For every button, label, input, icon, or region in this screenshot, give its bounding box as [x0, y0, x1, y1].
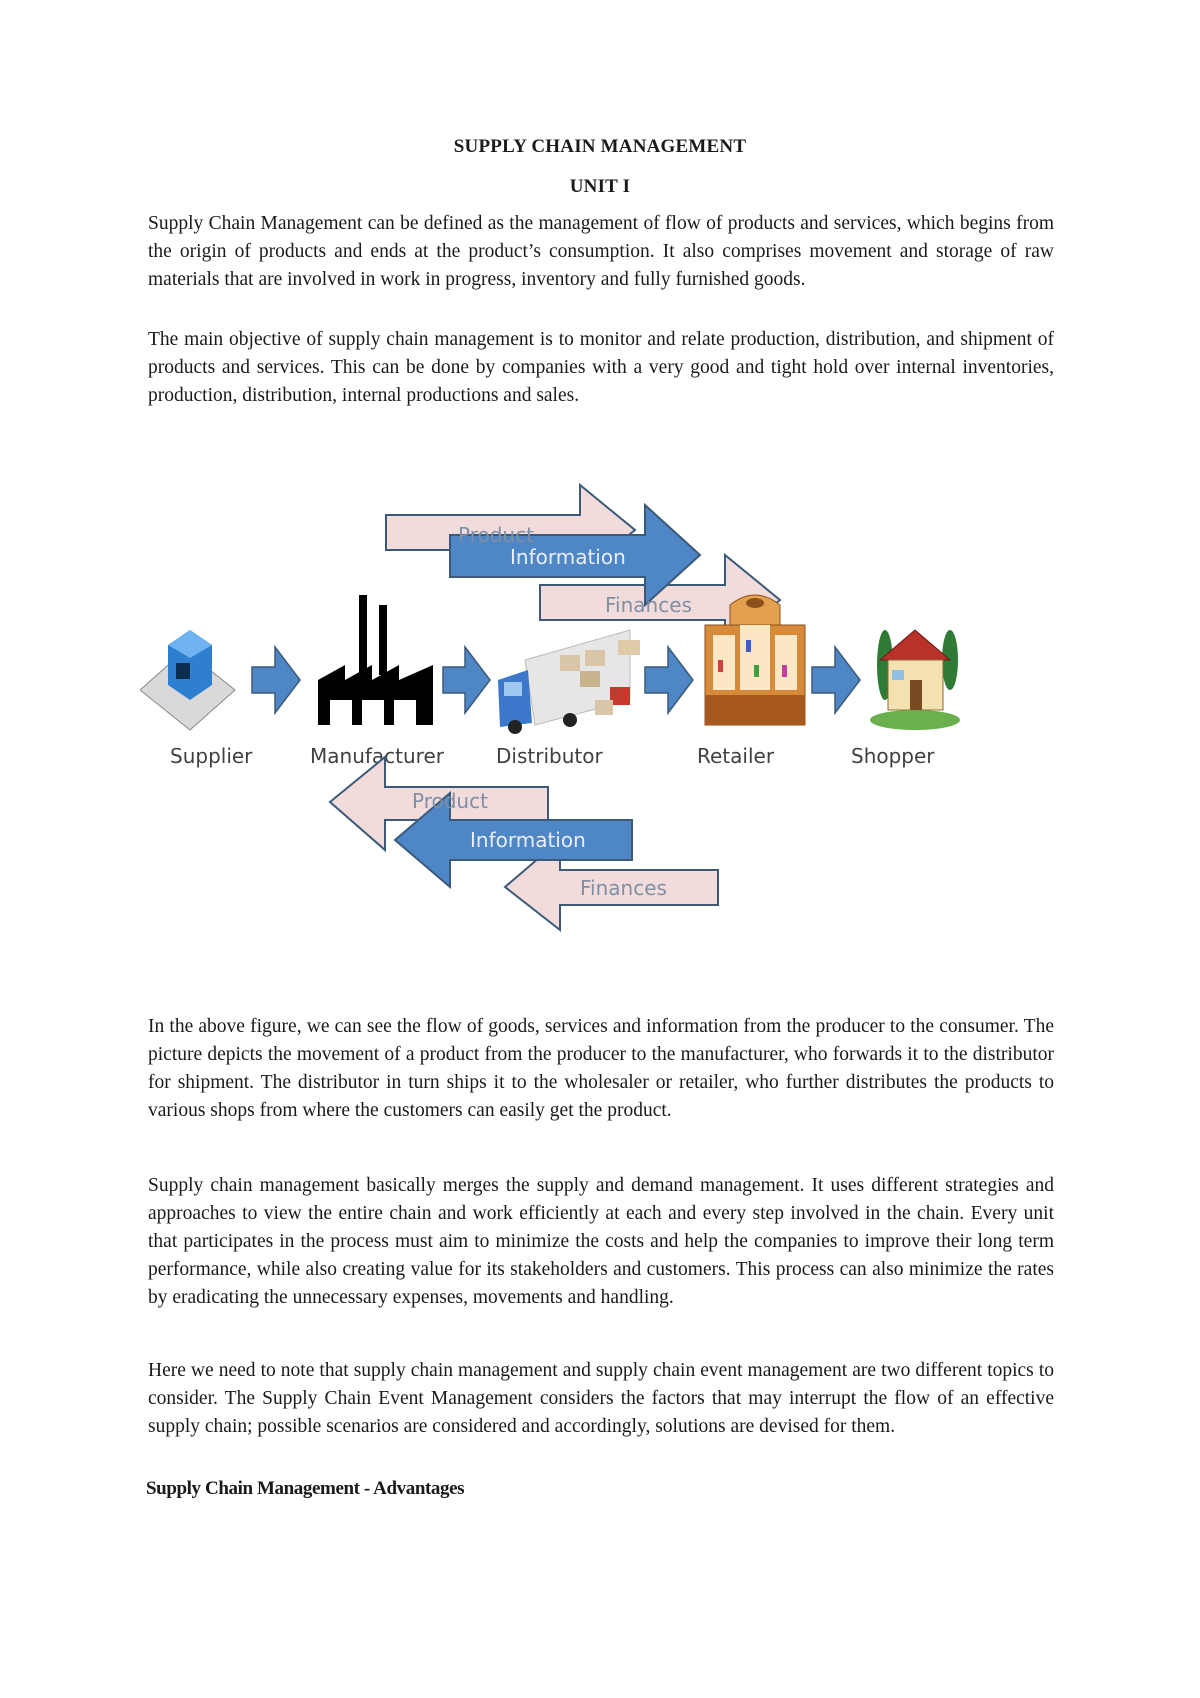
forward-finances-label: Finances: [605, 593, 692, 617]
shopper-house-icon: [870, 630, 960, 730]
backward-product-label: Product: [412, 789, 488, 813]
paragraph-figure-explanation: In the above figure, we can see the flow of goods, services and information from the producer to the consumer. The picture depicts the movement of a product from the producer to the manufacturer, who forwards it to the distributor for shipment. The distributor in turn ships it to the wholesaler or retailer, who further distributes the products to various shops from where the customers can easily get the product.: [148, 1016, 1054, 1121]
paragraph-definition: Supply Chain Management can be defined as the management of flow of products and services, which begins from the origin of products and ends at the product’s consumption. It also comprises movement and storage of raw materials that are involved in work in progress, inventory and fully furnished goods.: [148, 213, 1054, 290]
stage-label-supplier: Supplier: [170, 744, 253, 768]
flow-arrow-icon: [252, 647, 300, 713]
paragraph-event-management: Here we need to note that supply chain management and supply chain event management are two different topics to consider. The Supply Chain Event Management considers the factors that may interrupt the flow of an effective supply chain; possible scenarios are considered and accordingly, solutions are devised for them.: [148, 1360, 1054, 1437]
stage-label-manufacturer: Manufacturer: [310, 744, 444, 768]
forward-flow-arrows: [386, 485, 780, 645]
supplier-icon: [140, 630, 235, 730]
flow-arrow-icon: [443, 647, 490, 713]
factory-icon: [318, 595, 433, 725]
backward-finances-label: Finances: [580, 876, 667, 900]
truck-icon: [498, 630, 640, 734]
flow-arrow-icon: [812, 647, 860, 713]
unit-heading: UNIT I: [569, 176, 631, 197]
stage-labels: [170, 744, 935, 768]
supply-chain-diagram: [140, 475, 1040, 1005]
section-heading-advantages: Supply Chain Management - Advantages: [146, 1478, 465, 1499]
backward-information-label: Information: [470, 828, 586, 852]
paragraph-objective: The main objective of supply chain management is to monitor and relate production, distribution, and shipment of products and services. This can be done by companies with a very good and tight hold over internal inventories, production, distribution, internal productions and sales.: [148, 329, 1054, 406]
document-title: SUPPLY CHAIN MANAGEMENT: [453, 136, 747, 157]
forward-product-label: Product: [458, 523, 534, 547]
backward-flow-arrows: [330, 757, 718, 930]
forward-information-label: Information: [510, 545, 626, 569]
paragraph-merging: Supply chain management basically merges the supply and demand management. It uses different strategies and approaches to view the entire chain and work efficiently at each and every step involved in the chain. Every unit that participates in the process must aim to minimize the costs and help the companies to improve their long term performance, while also creating value for its stakeholders and customers. This process can also minimize the rates by eradicating the unnecessary expenses, movements and handling.: [148, 1175, 1054, 1308]
stage-label-distributor: Distributor: [496, 744, 603, 768]
stage-label-retailer: Retailer: [697, 744, 775, 768]
flow-arrow-icon: [645, 647, 693, 713]
stage-label-shopper: Shopper: [851, 744, 935, 768]
